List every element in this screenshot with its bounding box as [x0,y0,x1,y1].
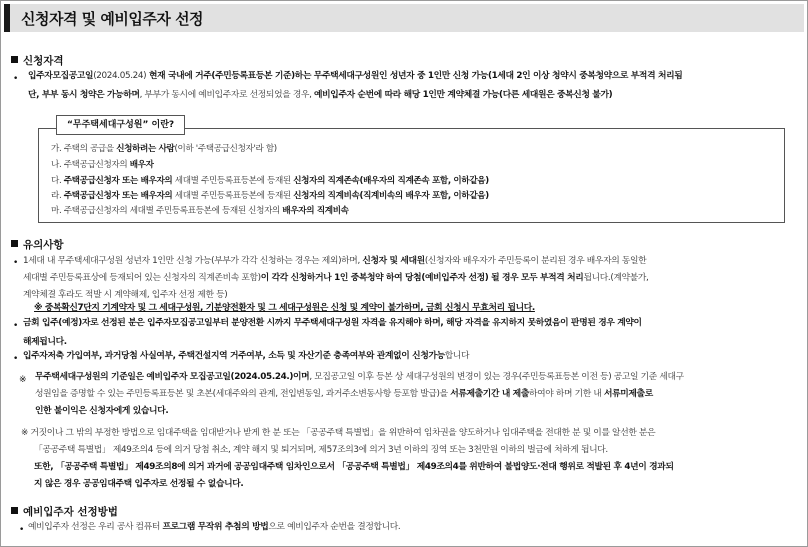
definition-item: 나. 주택공급신청자의 배우자 [51,160,154,170]
definition-item: 라. 주택공급신청자 또는 배우자의 세대별 주민등록표등본에 등재된 신청자의 직계비속(직계비속의 배우자 포함, 이하같음) [51,191,489,201]
eligibility-paragraph [28,67,798,105]
page-title: 신청자격 및 예비입주자 선정 [21,10,204,28]
section-heading-eligibility: 신청자격 [11,53,64,68]
duplicate-application-note: ※ 중복확신7단지 기계약자 및 그 세대구성원, 기분양전환자 및 그 세대구성원은 신청 및 계약이 불가하며, 금회 신청시 무효처리 됩니다. [34,303,535,313]
square-bullet-icon [11,240,18,247]
selection-paragraph: 예비입주자 선정은 우리 공사 컴퓨터 프로그램 무작위 추첨의 방법으로 예비입주자 순번을 결정합니다. [28,522,401,532]
note-paragraph-4: 무주택세대구성원의 기준일은 예비입주자 모집공고일(2024.05.24.)이며, 모집공고일 이후 등본 상 세대구성원의 변경이 있는 경우(주민등록표등본 이전 등) 공고일 기준 세대구 성원임을 증명할 수 있는 주민등록표등본 및 초본(세대주와의 관계, 전입변동일, 과거주소변동사항 등포함 발급)을 서류제출기간 내 제출하여야 하며 기한 내 서류미제출로 인한 불이익은 신청자에게 있습니다. [35,372,684,416]
bullet-icon: • [13,321,19,331]
definition-item: 다. 주택공급신청자 또는 배우자의 세대별 주민등록표등본에 등재된 신청자의 직계존속(배우자의 직계존속 포함, 이하같음) [51,176,489,186]
section-heading-notes: 유의사항 [11,237,64,252]
square-bullet-icon [11,507,18,514]
asterisk-icon: ※ [19,375,27,385]
bullet-icon: • [19,525,25,535]
definition-box-label: “무주택세대구성원” 이란? [56,115,185,135]
bullet-icon: • [13,74,19,84]
section-heading-selection: 예비입주자 선정방법 [11,504,118,519]
eligibility-line-2: 단, 부부 동시 청약은 가능하며, 부부가 동시에 예비입주자로 선정되었을 경우, 예비입주자 순번에 따라 해당 1인만 계약체결 가능(다른 세대원은 중복신청 불가) [28,90,613,100]
bullet-icon: • [13,258,19,268]
note-paragraph-1: 1세대 내 무주택세대구성원 성년자 1인만 신청 가능(부부가 각각 신청하는 경우는 제외)하며, 신청자 및 세대원(신청자와 배우자가 주민등록이 분리된 경우 배우자의 동일한 세대별 주민등록표상에 등재되어 있는 신청자의 직계존비속 포함)이 각각 신청하거나 1인 중복청약 하여 당첨(예비입주자 선정) 될 경우 모두 부적격 처리됩니다.(계약불가, 계약체결 후라도 적발 시 계약해제, 입주자 선정 제한 등) [23,256,649,300]
note-paragraph-2: 금회 입주(예정)자로 선정된 분은 입주자모집공고일부터 분양전환 시까지 무주택세대구성원 자격을 유지해야 하며, 해당 자격을 유지하지 못하였음이 판명된 경우 계약이 해제됩니다. [23,318,642,347]
title-bar [4,4,804,32]
bullet-icon: • [13,354,19,364]
note-paragraph-5: ※ 거짓이나 그 밖의 부정한 방법으로 임대주택을 임대받거나 받게 한 분 또는 「공공주택 특별법」을 위반하여 임차권을 양도하거나 임대주택을 전대한 분 및 이를 알선한 분은 「공공주택 특별법」 제49조의4 등에 의거 당첨 취소, 계약 해지 및 퇴거되며, 제57조의3에 의거 3년 이하의 징역 또는 3천만원 이하의 벌금에 처하게 됩니다. 또한, 「공공주택 특별법」 제49조의8에 의거 과거에 공공임대주택 임차인으로서 「공공주택 특별법」 제49조의4를 위반하여 불법양도·전대 행위로 적발된 후 4년이 경과되 지 않은 경우 공공임대주택 입주자로 선정될 수 없습니다. [21,428,674,489]
note-paragraph-3: 입주자저축 가입여부, 과거당첨 사실여부, 주택건설지역 거주여부, 소득 및 자산기준 충족여부와 관계없이 신청가능합니다 [23,351,470,361]
definition-item: 마. 주택공급신청자의 세대별 주민등록표등본에 등재된 신청자의 배우자의 직계비속 [51,206,349,216]
square-bullet-icon [11,56,18,63]
definition-item: 가. 주택의 공급을 신청하려는 사람(이하 '주택공급신청자'라 함) [51,144,277,154]
eligibility-line-1: 입주자모집공고일(2024.05.24) 현재 국내에 거주(주민등록표등본 기준)하는 무주택세대구성원인 성년자 중 1인만 신청 가능(1세대 2인 이상 청약시 중복청약으로 부적격 처리됨 [28,71,683,81]
